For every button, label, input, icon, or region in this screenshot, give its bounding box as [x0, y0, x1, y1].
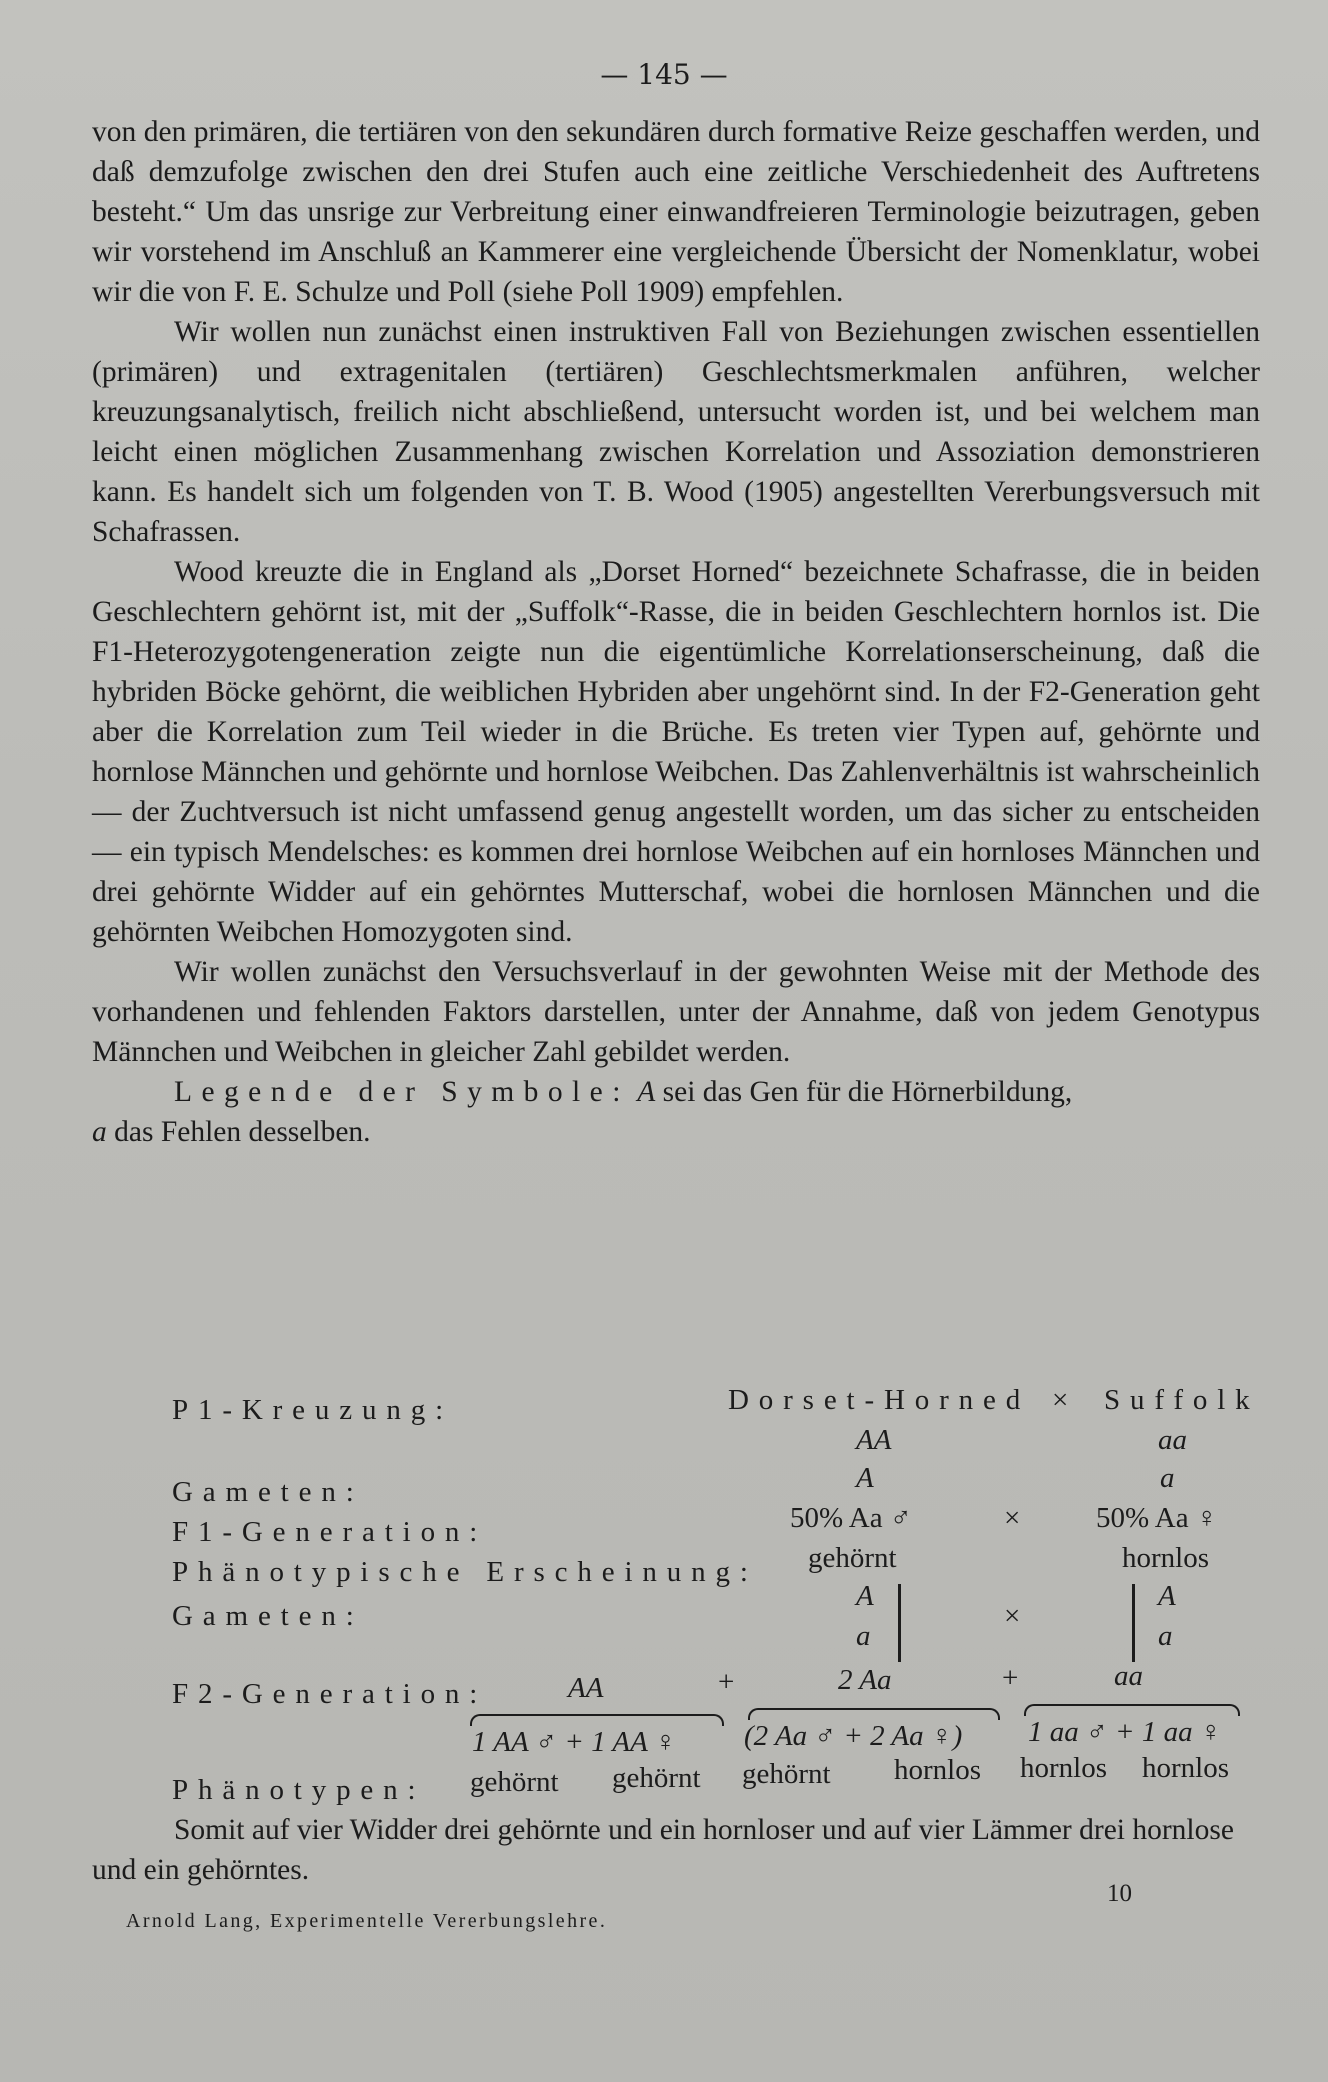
genotype-aa: aa	[1158, 1424, 1187, 1456]
f2-2Aa: 2 Aa	[838, 1664, 892, 1696]
gamete-a-f1-female: a	[1158, 1620, 1173, 1652]
phenotype-1: gehörnt	[470, 1766, 559, 1798]
f2-group-aa: 1 aa ♂ + 1 aa ♀	[1028, 1716, 1222, 1748]
cross-symbol-p1: ×	[1052, 1384, 1069, 1416]
gamete-A-f1-male: A	[856, 1580, 874, 1612]
f2-group-AA: 1 AA ♂ + 1 AA ♀	[472, 1726, 677, 1758]
brace-aa	[1024, 1704, 1240, 1716]
phenotype-6: hornlos	[1142, 1752, 1229, 1784]
f2-AA: AA	[568, 1672, 604, 1704]
f1-male-phenotype: gehörnt	[808, 1542, 897, 1574]
legend-text-1: sei das Gen für die Hörnerbildung,	[662, 1076, 1073, 1108]
phenotype-5: hornlos	[1020, 1752, 1107, 1784]
paragraph-3: Wood kreuzte die in England als „Dorset Horned“ bezeichnete Schafrasse, die in beiden Geschlechtern gehörnt ist, mit der „Suffolk“-Rasse, die in beiden Geschlechtern hornlos ist. Die F1-Heterozygotengeneration zeigte nun die eigentümliche Korrelationserscheinung, daß die hybriden Böcke gehörnt, die weiblichen Hybriden aber ungehörnt sind. In der F2-Generation geht aber die Korrelation zum Teil wieder in die Brüche. Es treten vier Typen auf, gehörnte und hornlose Männchen und gehörnte und hornlose Weibchen. Das Zahlenverhältnis ist wahrscheinlich — der Zuchtversuch ist nicht umfassend genug angestellt worden, um das sicher zu entscheiden — ein typisch Mendelsches: es kommen drei hornlose Weibchen auf ein hornloses Männchen und drei gehörnte Widder auf ein gehörntes Mutterschaf, wobei die hornlosen Männchen und die gehörnten Weibchen Homozygoten sind.	[92, 556, 1260, 948]
footer-credit: Arnold Lang, Experimentelle Vererbungslehre.	[126, 1910, 608, 1932]
cross-symbol-f1-gametes: ×	[1004, 1600, 1021, 1632]
brace-Aa	[748, 1708, 1000, 1720]
phenotype-4: hornlos	[894, 1754, 981, 1786]
gamete-bracket-left	[898, 1584, 901, 1662]
gamete-A-f1-female: A	[1158, 1580, 1176, 1612]
gamete-A-p1: A	[856, 1462, 874, 1494]
signature-mark: 10	[1107, 1880, 1132, 1907]
legend-symbol-A: A	[637, 1076, 656, 1108]
legend-symbol-a: a	[92, 1116, 107, 1148]
legend-label: Legende der Symbole:	[174, 1076, 630, 1108]
f2-group-Aa: (2 Aa ♂ + 2 Aa ♀)	[744, 1720, 963, 1752]
plus-2: +	[1002, 1662, 1019, 1694]
dorset-label: Dorset-Horned	[728, 1384, 1031, 1416]
closing-paragraph: Somit auf vier Widder drei gehörnte und ein hornloser und auf vier Lämmer drei hornlose und ein gehörntes.	[92, 1814, 1234, 1886]
cross-symbol-f1: ×	[1004, 1502, 1021, 1534]
phaeno-label: Phänotypische Erscheinung:	[172, 1556, 758, 1588]
gameten-label-1: Gameten:	[172, 1476, 364, 1508]
genotype-AA: AA	[856, 1424, 892, 1456]
gamete-bracket-right	[1132, 1584, 1135, 1662]
brace-AA	[470, 1714, 724, 1726]
suffolk-label: Suffolk	[1104, 1384, 1260, 1416]
page-number: — 145 —	[600, 58, 728, 91]
gamete-a-p1: a	[1160, 1462, 1175, 1494]
phenotype-3: gehörnt	[742, 1758, 831, 1790]
paragraph-2: Wir wollen nun zunächst einen instruktiven Fall von Beziehungen zwischen essentiellen (primären) und extragenitalen (tertiären) Geschlechtsmerkmalen anführen, welcher kreuzungsanalytisch, freilich nicht abschließend, untersucht worden ist, und bei welchem man leicht einen möglichen Zusammenhang zwischen Korrelation und Assoziation demonstrieren kann. Es handelt sich um folgenden von T. B. Wood (1905) angestellten Vererbungsversuch mit Schafrassen.	[92, 316, 1260, 548]
f1-male: 50% Aa ♂	[790, 1502, 912, 1534]
p1-label: P1-Kreuzung:	[172, 1394, 454, 1426]
paragraph-1: von den primären, die tertiären von den sekundären durch formative Reize geschaffen werden, und daß demzufolge zwischen den drei Stufen auch eine zeitliche Verschiedenheit des Auftretens besteht.“ Um das unsrige zur Verbreitung einer einwandfreieren Terminologie beizutragen, geben wir vorstehend im Anschluß an Kammerer eine vergleichende Übersicht der Nomenklatur, wobei wir die von F. E. Schulze und Poll (siehe Poll 1909) empfehlen.	[92, 116, 1260, 308]
plus-1: +	[718, 1666, 735, 1698]
gamete-a-f1-male: a	[856, 1620, 871, 1652]
f1-female-phenotype: hornlos	[1122, 1542, 1209, 1574]
gameten-label-2: Gameten:	[172, 1600, 364, 1632]
paragraph-4: Wir wollen zunächst den Versuchsverlauf in der gewohnten Weise mit der Methode des vorhandenen und fehlenden Faktors darstellen, unter der Annahme, daß von jedem Genotypus Männchen und Weibchen in gleicher Zahl gebildet werden.	[92, 956, 1260, 1068]
legend-text-2: das Fehlen desselben.	[114, 1116, 371, 1148]
phenotype-2: gehörnt	[612, 1762, 701, 1794]
phaenotypen-label: Phänotypen:	[172, 1774, 426, 1806]
f2-label: F2-Generation:	[172, 1678, 488, 1710]
f1-female: 50% Aa ♀	[1096, 1502, 1218, 1534]
f2-aa: aa	[1114, 1660, 1143, 1692]
f1-label: F1-Generation:	[172, 1516, 488, 1548]
